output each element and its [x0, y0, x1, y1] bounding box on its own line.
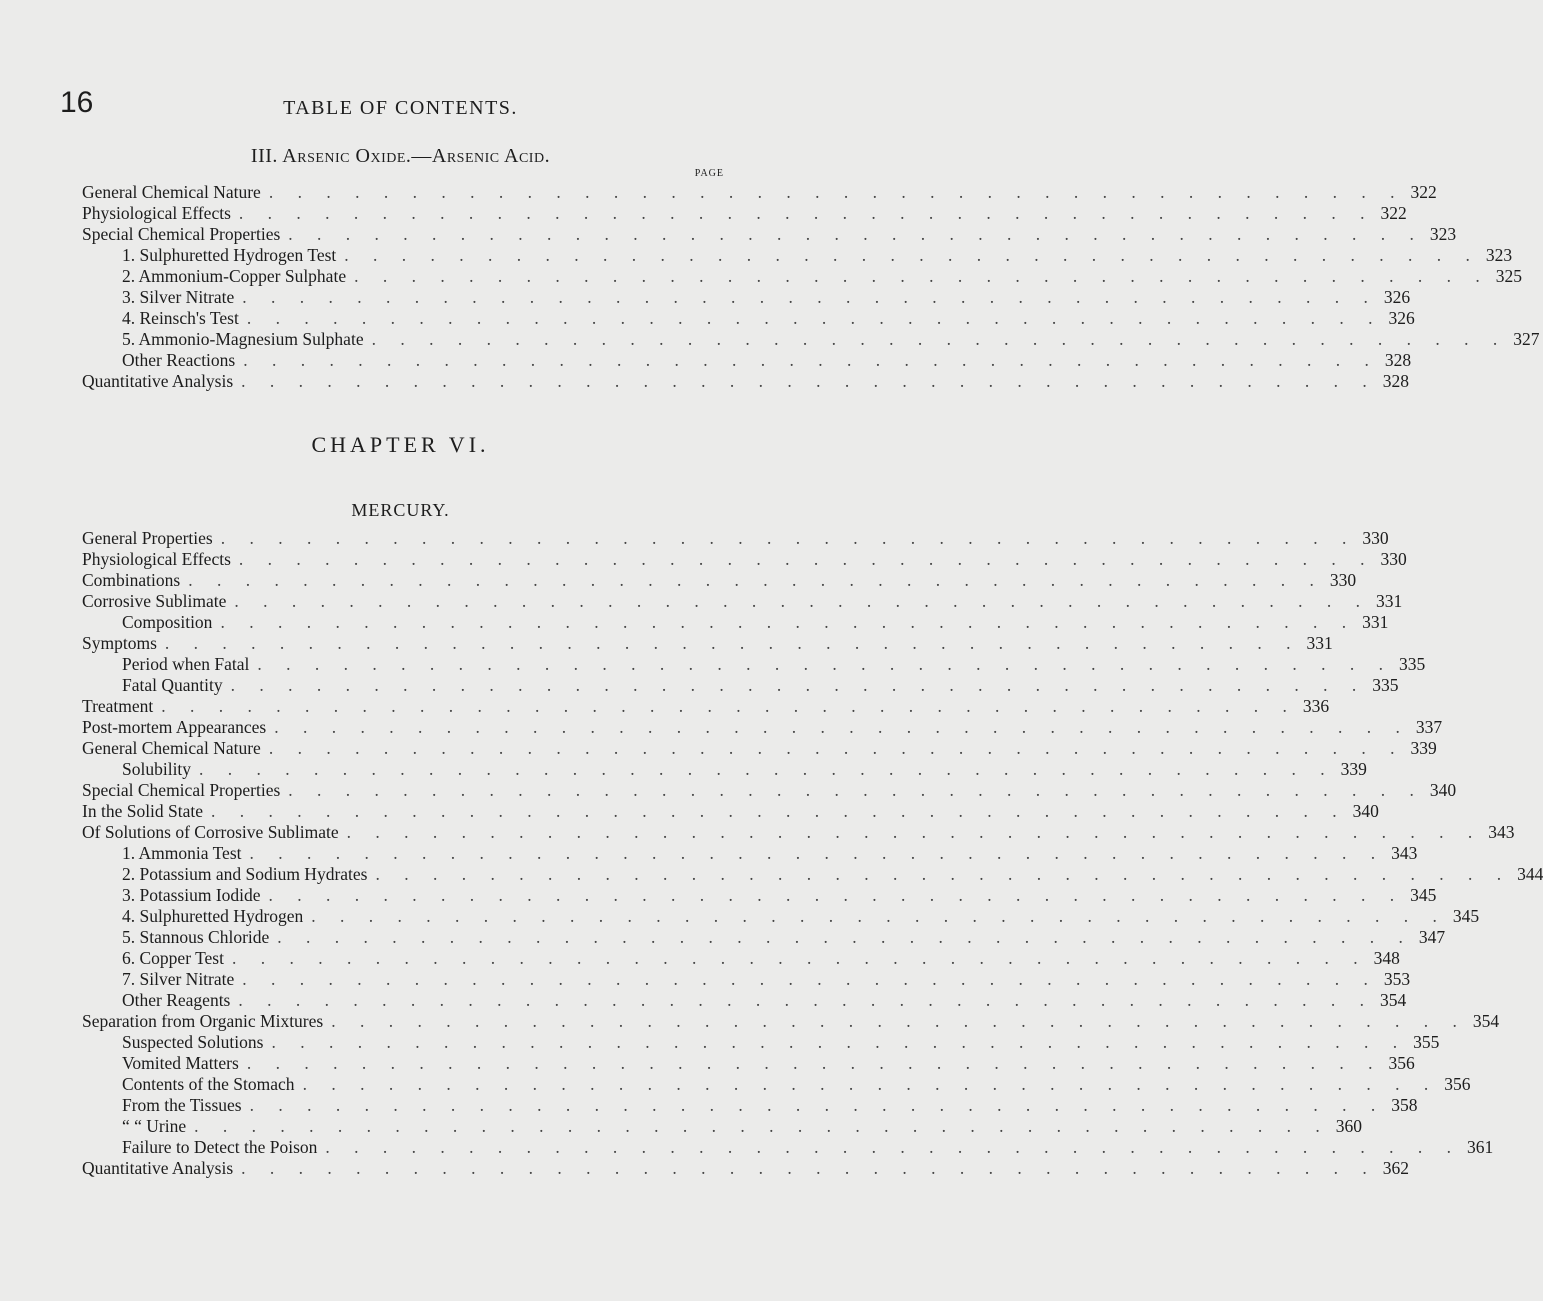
- toc-list-mercury: [82, 528, 1543, 1179]
- page-number: 16: [60, 86, 94, 119]
- toc-entry-label: General Chemical Nature: [82, 182, 261, 202]
- toc-entry: [82, 1158, 1410, 1179]
- toc-entry-label: Post-mortem Appearances: [82, 717, 267, 737]
- dot-leader: . . . . . . . . . . . . . . . . . . . . . . . . . . . . . . . . . . . . . . . .: [354, 266, 1490, 286]
- toc-entry-label: 2. Potassium and Sodium Hydrates: [122, 864, 368, 884]
- dot-leader: . . . . . . . . . . . . . . . . . . . . . . . . . . . . . . . . . . . . . . . .: [242, 287, 1378, 307]
- toc-entry-page: 331: [1362, 612, 1389, 632]
- dot-leader: . . . . . . . . . . . . . . . . . . . . . . . . . . . . . . . . . . . . . . . .: [211, 801, 1347, 821]
- toc-entry: [82, 203, 1407, 224]
- toc-entry-label: 5. Ammonio-Magnesium Sulphate: [122, 329, 364, 349]
- toc-entry-label: Treatment: [82, 696, 154, 716]
- toc-entry-label: 1. Ammonia Test: [122, 843, 242, 863]
- toc-entry-page: 354: [1472, 1011, 1500, 1031]
- toc-entry-page: 358: [1391, 1095, 1418, 1115]
- toc-entry-label: Special Chemical Properties: [82, 780, 281, 800]
- toc-entry-label: Fatal Quantity: [122, 675, 223, 695]
- toc-entry-label: 4. Reinsch's Test: [122, 308, 239, 328]
- toc-entry-label: Symptoms: [82, 633, 157, 653]
- toc-entry: [82, 528, 1389, 549]
- dot-leader: . . . . . . . . . . . . . . . . . . . . . . . . . . . . . . . . . . . . . . . .: [331, 1011, 1467, 1031]
- toc-entry-label: Vomited Matters: [122, 1053, 239, 1073]
- toc-entry: [82, 843, 1418, 864]
- toc-entry: [82, 738, 1437, 759]
- toc-entry-label: Contents of the Stomach: [122, 1074, 295, 1094]
- dot-leader: . . . . . . . . . . . . . . . . . . . . . . . . . . . . . . . . . . . . . . . .: [277, 927, 1413, 947]
- toc-entry: [82, 245, 1513, 266]
- dot-leader: . . . . . . . . . . . . . . . . . . . . . . . . . . . . . . . . . . . . . . . .: [231, 948, 1368, 968]
- dot-leader: . . . . . . . . . . . . . . . . . . . . . . . . . . . . . . . . . . . . . . . .: [246, 308, 1383, 328]
- toc-entry-label: 4. Sulphuretted Hydrogen: [122, 906, 304, 926]
- toc-entry-label: Quantitative Analysis: [82, 1158, 234, 1178]
- dot-leader: . . . . . . . . . . . . . . . . . . . . . . . . . . . . . . . . . . . . . . . .: [268, 182, 1405, 202]
- dot-leader: . . . . . . . . . . . . . . . . . . . . . . . . . . . . . . . . . . . . . . . .: [249, 1095, 1386, 1115]
- dot-leader: . . . . . . . . . . . . . . . . . . . . . . . . . . . . . . . . . . . . . . . .: [288, 780, 1424, 800]
- toc-entry-page: 330: [1362, 528, 1389, 548]
- toc-entry-page: 335: [1398, 654, 1426, 674]
- toc-entry: [82, 927, 1446, 948]
- dot-leader: . . . . . . . . . . . . . . . . . . . . . . . . . . . . . . . . . . . . . . . .: [241, 371, 1377, 391]
- toc-entry-page: 328: [1384, 350, 1412, 370]
- dot-leader: . . . . . . . . . . . . . . . . . . . . . . . . . . . . . . . . . . . . . . . .: [234, 591, 1370, 611]
- toc-entry: [82, 1032, 1440, 1053]
- toc-entry: [82, 885, 1437, 906]
- toc-entry: [82, 969, 1411, 990]
- toc-entry-page: 356: [1388, 1053, 1415, 1073]
- dot-leader: . . . . . . . . . . . . . . . . . . . . . . . . . . . . . . . . . . . . . . . .: [230, 675, 1367, 695]
- toc-entry: [82, 990, 1407, 1011]
- toc-entry-label: Solubility: [122, 759, 192, 779]
- toc-entry-label: Physiological Effects: [82, 549, 231, 569]
- toc-entry: [82, 948, 1400, 969]
- page-column-label: PAGE: [694, 168, 724, 179]
- dot-leader: . . . . . . . . . . . . . . . . . . . . . . . . . . . . . . . . . . . . . . . .: [311, 906, 1447, 926]
- toc-entry: [82, 308, 1415, 329]
- toc-entry: [82, 633, 1333, 654]
- toc-entry-page: 331: [1375, 591, 1403, 611]
- toc-entry: [82, 612, 1389, 633]
- chapter-title: CHAPTER VI.: [311, 432, 490, 457]
- toc-entry-label: 1. Sulphuretted Hydrogen Test: [122, 245, 337, 265]
- toc-entry: [82, 696, 1330, 717]
- toc-entry-page: 353: [1383, 969, 1411, 989]
- dot-leader: . . . . . . . . . . . . . . . . . . . . . . . . . . . . . . . . . . . . . . . .: [243, 350, 1379, 370]
- dot-leader: . . . . . . . . . . . . . . . . . . . . . . . . . . . . . . . . . . . . . . . .: [344, 245, 1480, 265]
- toc-list-arsenic: [82, 182, 1540, 392]
- dot-leader: . . . . . . . . . . . . . . . . . . . . . . . . . . . . . . . . . . . . . . . .: [238, 990, 1374, 1010]
- toc-entry: [82, 1011, 1500, 1032]
- toc-entry-page: 343: [1391, 843, 1418, 863]
- toc-entry-label: Other Reagents: [122, 990, 231, 1010]
- dot-leader: . . . . . . . . . . . . . . . . . . . . . . . . . . . . . . . . . . . . . . . .: [346, 822, 1483, 842]
- toc-entry-page: 328: [1382, 371, 1410, 391]
- toc-entry: [82, 1137, 1494, 1158]
- toc-entry: [82, 654, 1426, 675]
- toc-entry-page: 330: [1329, 570, 1357, 590]
- toc-entry: [82, 801, 1379, 822]
- chapter-subtitle: MERCURY.: [351, 500, 450, 520]
- page-header: [0, 86, 801, 126]
- toc-entry-page: 336: [1302, 696, 1330, 716]
- toc-entry: [82, 570, 1357, 591]
- toc-entry-page: 331: [1306, 633, 1333, 653]
- toc-entry-label: Failure to Detect the Poison: [122, 1137, 318, 1157]
- toc-entry-label: Separation from Organic Mixtures: [82, 1011, 324, 1031]
- toc-entry-label: Special Chemical Properties: [82, 224, 281, 244]
- dot-leader: . . . . . . . . . . . . . . . . . . . . . . . . . . . . . . . . . . . . . . . .: [288, 224, 1424, 244]
- dot-leader: . . . . . . . . . . . . . . . . . . . . . . . . . . . . . . . . . . . . . . . .: [371, 329, 1508, 349]
- toc-entry-page: 325: [1495, 266, 1522, 286]
- toc-entry-page: 356: [1444, 1074, 1471, 1094]
- dot-leader: . . . . . . . . . . . . . . . . . . . . . . . . . . . . . . . . . . . . . . . .: [274, 717, 1410, 737]
- toc-entry-page: 361: [1467, 1137, 1494, 1157]
- toc-entry: [82, 822, 1515, 843]
- toc-entry: [82, 759, 1367, 780]
- toc-entry-page: 360: [1335, 1116, 1363, 1136]
- toc-entry: [82, 350, 1412, 371]
- toc-entry-page: 322: [1380, 203, 1407, 223]
- toc-entry-page: 348: [1373, 948, 1400, 968]
- toc-entry-label: 6. Copper Test: [122, 948, 224, 968]
- toc-entry-page: 345: [1452, 906, 1480, 926]
- toc-entry: [82, 591, 1403, 612]
- toc-entry-page: 344: [1517, 864, 1543, 884]
- dot-leader: . . . . . . . . . . . . . . . . . . . . . . . . . . . . . . . . . . . . . . . .: [220, 528, 1357, 548]
- toc-entry-label: In the Solid State: [82, 801, 204, 821]
- toc-entry-label: 7. Silver Nitrate: [122, 969, 235, 989]
- toc-entry: [82, 287, 1411, 308]
- toc-entry-page: 340: [1429, 780, 1457, 800]
- toc-entry: [82, 549, 1407, 570]
- dot-leader: . . . . . . . . . . . . . . . . . . . . . . . . . . . . . . . . . . . . . . . .: [220, 612, 1357, 632]
- toc-entry: [82, 780, 1457, 801]
- dot-leader: . . . . . . . . . . . . . . . . . . . . . . . . . . . . . . . . . . . . . . . .: [238, 549, 1375, 569]
- dot-leader: . . . . . . . . . . . . . . . . . . . . . . . . . . . . . . . . . . . . . . . .: [249, 843, 1386, 863]
- dot-leader: . . . . . . . . . . . . . . . . . . . . . . . . . . . . . . . . . . . . . . . .: [161, 696, 1297, 716]
- dot-leader: . . . . . . . . . . . . . . . . . . . . . . . . . . . . . . . . . . . . . . . .: [241, 1158, 1377, 1178]
- dot-leader: . . . . . . . . . . . . . . . . . . . . . . . . . . . . . . . . . . . . . . . .: [238, 203, 1375, 223]
- dot-leader: . . . . . . . . . . . . . . . . . . . . . . . . . . . . . . . . . . . . . . . .: [188, 570, 1324, 590]
- toc-entry-page: 343: [1488, 822, 1515, 842]
- toc-entry-label: Physiological Effects: [82, 203, 231, 223]
- toc-entry-page: 330: [1380, 549, 1407, 569]
- toc-entry: [82, 1116, 1363, 1137]
- toc-entry-page: 322: [1410, 182, 1437, 202]
- toc-entry-page: 355: [1413, 1032, 1440, 1052]
- toc-entry-page: 340: [1352, 801, 1379, 821]
- toc-entry-label: 3. Silver Nitrate: [122, 287, 235, 307]
- toc-entry-label: Corrosive Sublimate: [82, 591, 227, 611]
- toc-entry-label: Other Reactions: [122, 350, 236, 370]
- toc-entry-label: 2. Ammonium-Copper Sulphate: [122, 266, 347, 286]
- dot-leader: . . . . . . . . . . . . . . . . . . . . . . . . . . . . . . . . . . . . . . . .: [257, 654, 1393, 674]
- toc-entry: [82, 675, 1399, 696]
- toc-entry: [82, 371, 1410, 392]
- toc-entry-label: “ “ Urine: [122, 1116, 187, 1136]
- toc-entry-label: General Chemical Nature: [82, 738, 261, 758]
- toc-entry: [82, 717, 1443, 738]
- dot-leader: . . . . . . . . . . . . . . . . . . . . . . . . . . . . . . . . . . . . . . . .: [375, 864, 1512, 884]
- toc-entry-label: Composition: [122, 612, 213, 632]
- toc-entry-page: 354: [1380, 990, 1407, 1010]
- dot-leader: . . . . . . . . . . . . . . . . . . . . . . . . . . . . . . . . . . . . . . . .: [302, 1074, 1439, 1094]
- toc-entry-page: 335: [1372, 675, 1399, 695]
- toc-entry: [82, 906, 1480, 927]
- dot-leader: . . . . . . . . . . . . . . . . . . . . . . . . . . . . . . . . . . . . . . . .: [325, 1137, 1462, 1157]
- toc-entry-page: 326: [1388, 308, 1415, 328]
- toc-entry: [82, 329, 1540, 350]
- toc-entry-page: 345: [1410, 885, 1437, 905]
- toc-entry: [82, 1095, 1418, 1116]
- toc-entry-page: 327: [1513, 329, 1540, 349]
- toc-entry: [82, 224, 1457, 245]
- dot-leader: . . . . . . . . . . . . . . . . . . . . . . . . . . . . . . . . . . . . . . . .: [268, 885, 1405, 905]
- dot-leader: . . . . . . . . . . . . . . . . . . . . . . . . . . . . . . . . . . . . . . . .: [194, 1116, 1330, 1136]
- toc-entry-label: 3. Potassium Iodide: [122, 885, 261, 905]
- toc-entry: [82, 182, 1437, 203]
- toc-entry-page: 337: [1415, 717, 1443, 737]
- toc-entry-label: Combinations: [82, 570, 181, 590]
- toc-entry-page: 347: [1418, 927, 1446, 947]
- toc-entry-page: 326: [1383, 287, 1411, 307]
- toc-entry: [82, 1053, 1415, 1074]
- toc-entry-label: 5. Stannous Chloride: [122, 927, 270, 947]
- toc-entry: [82, 266, 1522, 287]
- toc-entry-label: Of Solutions of Corrosive Sublimate: [82, 822, 339, 842]
- toc-entry-label: From the Tissues: [122, 1095, 242, 1115]
- toc-entry: [82, 864, 1543, 885]
- toc-entry-page: 323: [1485, 245, 1513, 265]
- toc-entry-label: Quantitative Analysis: [82, 371, 234, 391]
- dot-leader: . . . . . . . . . . . . . . . . . . . . . . . . . . . . . . . . . . . . . . . .: [199, 759, 1335, 779]
- dot-leader: . . . . . . . . . . . . . . . . . . . . . . . . . . . . . . . . . . . . . . . .: [242, 969, 1378, 989]
- running-head: TABLE OF CONTENTS.: [283, 97, 518, 119]
- toc-entry-page: 362: [1382, 1158, 1410, 1178]
- toc-entry-label: General Properties: [82, 528, 213, 548]
- dot-leader: . . . . . . . . . . . . . . . . . . . . . . . . . . . . . . . . . . . . . . . .: [271, 1032, 1408, 1052]
- toc-entry-label: Period when Fatal: [122, 654, 250, 674]
- dot-leader: . . . . . . . . . . . . . . . . . . . . . . . . . . . . . . . . . . . . . . . .: [164, 633, 1301, 653]
- toc-entry-page: 339: [1410, 738, 1437, 758]
- section-title: III. Arsenic Oxide.—Arsenic Acid.: [250, 145, 551, 167]
- dot-leader: . . . . . . . . . . . . . . . . . . . . . . . . . . . . . . . . . . . . . . . .: [268, 738, 1405, 758]
- toc-entry-page: 323: [1429, 224, 1457, 244]
- dot-leader: . . . . . . . . . . . . . . . . . . . . . . . . . . . . . . . . . . . . . . . .: [246, 1053, 1383, 1073]
- toc-entry: [82, 1074, 1471, 1095]
- toc-entry-label: Suspected Solutions: [122, 1032, 264, 1052]
- toc-entry-page: 339: [1340, 759, 1367, 779]
